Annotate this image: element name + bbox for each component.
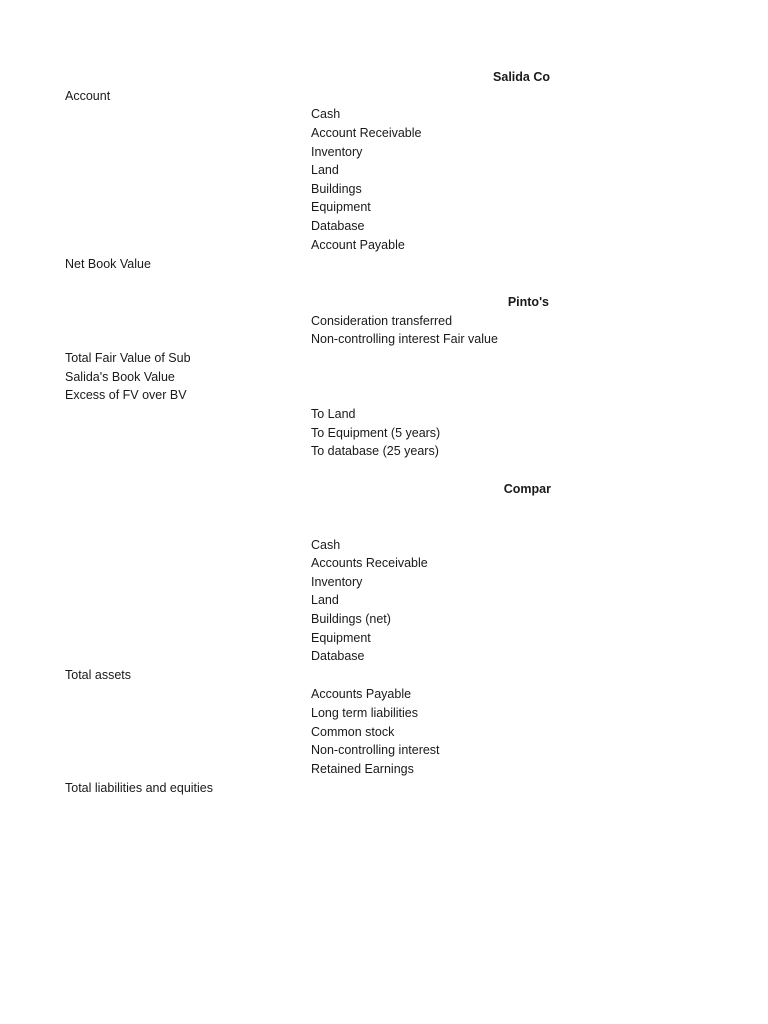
net-book-value-label: Net Book Value <box>65 257 151 271</box>
asset-row: Database <box>311 649 365 663</box>
pinto-item-row: Non-controlling interest Fair value <box>311 332 498 346</box>
salida-account-row: Cash <box>311 107 341 121</box>
section-header-pinto: Pinto's <box>507 295 549 309</box>
liability-equity-row: Non-controlling interest <box>311 743 440 757</box>
asset-row: Buildings (net) <box>311 612 391 626</box>
allocation-row: To Land <box>311 407 356 421</box>
pinto-label-row: Excess of FV over BV <box>65 388 187 402</box>
salida-account-row: Buildings <box>311 182 362 196</box>
section-header-company: Compar <box>503 482 551 496</box>
liability-equity-row: Retained Earnings <box>311 762 414 776</box>
liability-equity-row: Common stock <box>311 725 395 739</box>
column-label-account: Account <box>65 89 111 103</box>
asset-row: Cash <box>311 538 341 552</box>
pinto-label-row: Salida's Book Value <box>65 370 175 384</box>
salida-account-row: Account Receivable <box>311 126 422 140</box>
total-liabilities-equities-label: Total liabilities and equities <box>65 781 214 795</box>
salida-account-row: Database <box>311 219 365 233</box>
section-header-salida: Salida Co <box>493 70 550 84</box>
salida-account-row: Equipment <box>311 200 371 214</box>
asset-row: Accounts Receivable <box>311 556 428 570</box>
allocation-row: To database (25 years) <box>311 444 439 458</box>
asset-row: Inventory <box>311 575 363 589</box>
total-assets-label: Total assets <box>65 668 132 682</box>
salida-account-row: Inventory <box>311 145 363 159</box>
liability-equity-row: Long term liabilities <box>311 706 418 720</box>
pinto-item-row: Consideration transferred <box>311 314 453 328</box>
asset-row: Land <box>311 593 339 607</box>
allocation-row: To Equipment (5 years) <box>311 426 441 440</box>
liability-equity-row: Accounts Payable <box>311 687 412 701</box>
salida-account-row: Land <box>311 163 339 177</box>
pinto-label-row: Total Fair Value of Sub <box>65 351 191 365</box>
asset-row: Equipment <box>311 631 371 645</box>
salida-account-row: Account Payable <box>311 238 405 252</box>
